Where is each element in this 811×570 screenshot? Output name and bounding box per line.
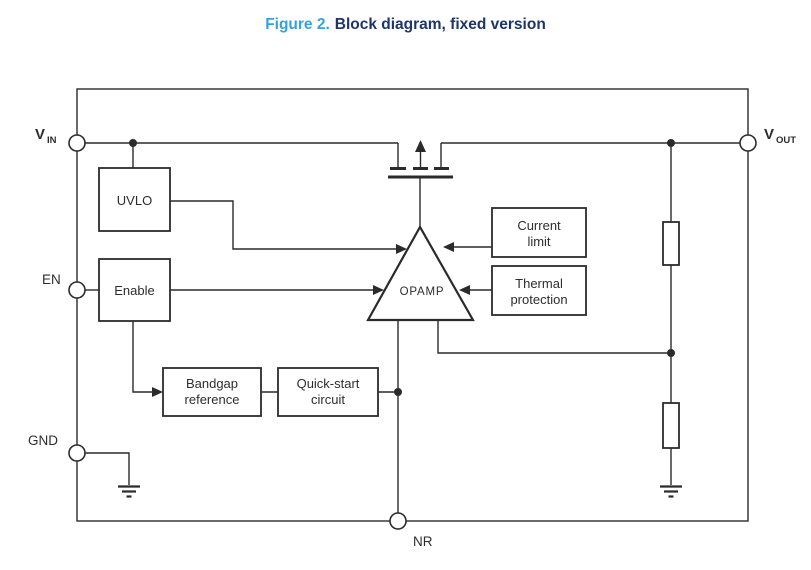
junction-dot bbox=[667, 349, 675, 357]
en-label: EN bbox=[42, 272, 61, 287]
ground-right-icon bbox=[660, 487, 682, 497]
pin-nr bbox=[390, 513, 406, 529]
block-quickstart-circuit bbox=[278, 368, 378, 416]
uvlo-label: UVLO bbox=[116, 193, 153, 208]
arrow-currentlimit-icon bbox=[443, 242, 454, 252]
block-current-limit bbox=[492, 208, 586, 257]
block-enable bbox=[99, 259, 170, 321]
vin-label: V bbox=[35, 126, 46, 143]
quickstart-label-line1: Quick-start bbox=[296, 376, 360, 391]
block-uvlo bbox=[99, 168, 170, 231]
figure-title-text: Block diagram, fixed version bbox=[334, 16, 546, 33]
wire-uvlo-to-opamp bbox=[170, 201, 398, 249]
vout-label: V bbox=[764, 126, 775, 143]
block-bandgap-reference bbox=[163, 368, 261, 416]
junction-dot bbox=[394, 388, 402, 396]
thermal-label-line1: Thermal bbox=[515, 276, 563, 291]
pin-en bbox=[69, 282, 85, 298]
current-limit-label-line1: Current bbox=[517, 218, 561, 233]
wire-gnd-branch bbox=[85, 453, 129, 485]
vout-subscript: OUT bbox=[776, 135, 797, 146]
enable-label: Enable bbox=[114, 283, 155, 298]
resistor-top-icon bbox=[663, 222, 679, 265]
wire-feedback bbox=[438, 320, 671, 353]
pin-gnd bbox=[69, 445, 85, 461]
junction-dot bbox=[667, 139, 675, 147]
figure-number: Figure 2. bbox=[265, 16, 330, 33]
current-limit-label-line2: limit bbox=[527, 234, 551, 249]
ground-left-icon bbox=[118, 487, 140, 497]
arrow-thermal-icon bbox=[459, 285, 470, 295]
pin-vout bbox=[740, 135, 756, 151]
pins bbox=[69, 135, 756, 529]
junction-dot bbox=[129, 139, 137, 147]
opamp-symbol bbox=[368, 227, 473, 320]
vin-subscript: IN bbox=[47, 135, 57, 146]
opamp-triangle-icon bbox=[368, 227, 473, 320]
opamp-label: OPAMP bbox=[399, 286, 445, 298]
gnd-label: GND bbox=[28, 433, 58, 448]
bandgap-label-line2: reference bbox=[184, 392, 240, 407]
nr-label: NR bbox=[413, 534, 433, 549]
bandgap-label-line1: Bandgap bbox=[185, 376, 239, 391]
thermal-label-line2: protection bbox=[510, 292, 568, 307]
wire-enable-to-bandgap bbox=[133, 321, 154, 392]
wires bbox=[85, 143, 740, 513]
block-thermal-protection bbox=[492, 266, 586, 315]
arrow-bandgap-icon bbox=[152, 387, 163, 397]
quickstart-label-line2: circuit bbox=[311, 392, 345, 407]
pin-vin bbox=[69, 135, 85, 151]
resistor-bottom-icon bbox=[663, 403, 679, 448]
